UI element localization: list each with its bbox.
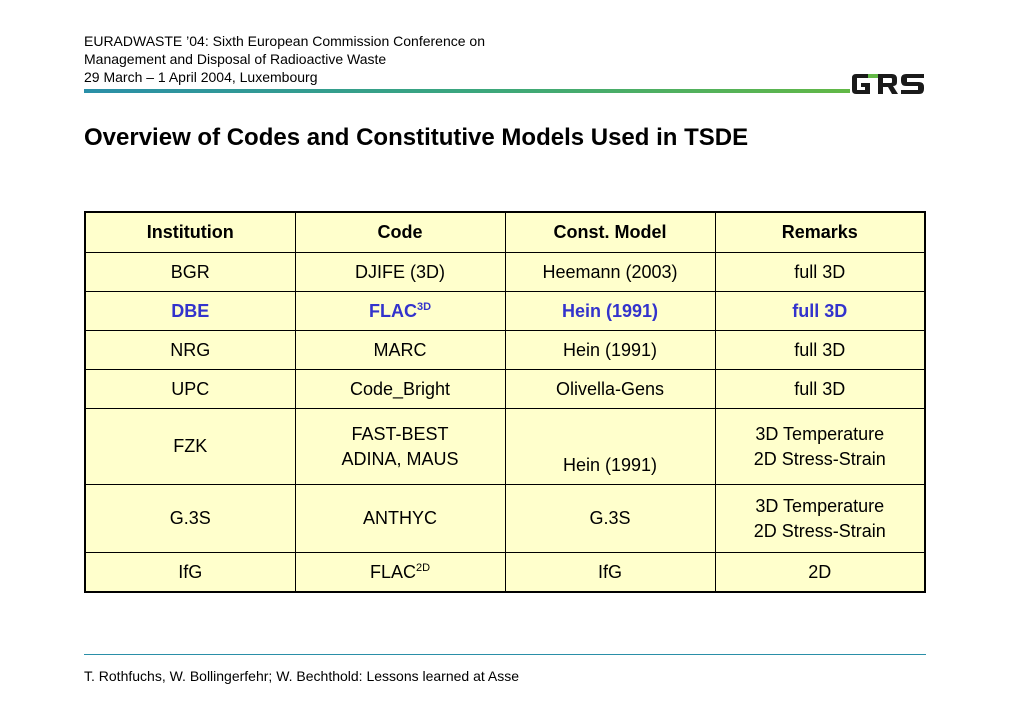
header-line-3: 29 March – 1 April 2004, Luxembourg xyxy=(84,69,318,85)
cell-code xyxy=(295,292,505,331)
cell-model: G.3S xyxy=(505,485,715,553)
cell-remarks: full 3D xyxy=(715,331,925,370)
cell-institution: DBE xyxy=(85,292,295,331)
remarks-line-1: 3D Temperature xyxy=(755,495,885,516)
table-row xyxy=(85,409,925,485)
cell-model: Hein (1991) xyxy=(505,331,715,370)
grs-logo-icon xyxy=(850,70,926,98)
cell-model: Hein (1991) xyxy=(505,292,715,331)
cell-institution: IfG xyxy=(85,553,295,593)
remarks-line-2: 2D Stress-Strain xyxy=(753,448,886,469)
slide-title: Overview of Codes and Constitutive Models Used in TSDE xyxy=(84,124,749,151)
cell-institution: UPC xyxy=(85,370,295,409)
table-row xyxy=(85,553,925,593)
code-line-2: ADINA, MAUS xyxy=(341,448,459,469)
table-row xyxy=(85,331,925,370)
cell-remarks: full 3D xyxy=(715,253,925,292)
cell-model: Hein (1991) xyxy=(505,409,715,485)
cell-model: IfG xyxy=(505,553,715,593)
codes-table xyxy=(84,211,926,593)
cell-remarks xyxy=(715,409,925,485)
cell-institution: BGR xyxy=(85,253,295,292)
cell-remarks xyxy=(715,485,925,553)
column-header-model: Const. Model xyxy=(505,212,715,253)
cell-remarks: full 3D xyxy=(715,370,925,409)
cell-institution: G.3S xyxy=(85,485,295,553)
cell-code xyxy=(295,409,505,485)
cell-code: MARC xyxy=(295,331,505,370)
cell-institution: NRG xyxy=(85,331,295,370)
cell-model: Heemann (2003) xyxy=(505,253,715,292)
cell-institution: FZK xyxy=(85,409,295,485)
column-header-institution: Institution xyxy=(85,212,295,253)
code-dimension: 3D xyxy=(416,300,432,313)
remarks-line-2: 2D Stress-Strain xyxy=(753,520,886,541)
remarks-line-1: 3D Temperature xyxy=(755,423,885,444)
column-header-remarks: Remarks xyxy=(715,212,925,253)
cell-code: Code_Bright xyxy=(295,370,505,409)
cell-remarks: 2D xyxy=(715,553,925,593)
footer-authors: T. Rothfuchs, W. Bollingerfehr; W. Bechthold: Lessons learned at Asse xyxy=(84,668,520,684)
header-line-2: Management and Disposal of Radioactive Waste xyxy=(84,51,387,67)
table-header-row xyxy=(85,212,925,253)
table-row xyxy=(85,485,925,553)
table-row xyxy=(85,370,925,409)
cell-model: Olivella-Gens xyxy=(505,370,715,409)
code-line-1: FAST-BEST xyxy=(351,423,449,444)
code-name: FLAC xyxy=(369,561,416,582)
column-header-code: Code xyxy=(295,212,505,253)
footer-divider xyxy=(84,654,926,655)
header-line-1: EURADWASTE ’04: Sixth European Commission Conference on xyxy=(84,33,485,49)
table-row xyxy=(85,292,925,331)
code-name: FLAC xyxy=(368,300,417,321)
cell-code xyxy=(295,553,505,593)
table-row xyxy=(85,253,925,292)
cell-code: DJIFE (3D) xyxy=(295,253,505,292)
header-divider xyxy=(84,89,850,93)
code-dimension: 2D xyxy=(415,561,431,574)
cell-code: ANTHYC xyxy=(295,485,505,553)
conference-header xyxy=(84,32,485,86)
cell-remarks: full 3D xyxy=(715,292,925,331)
